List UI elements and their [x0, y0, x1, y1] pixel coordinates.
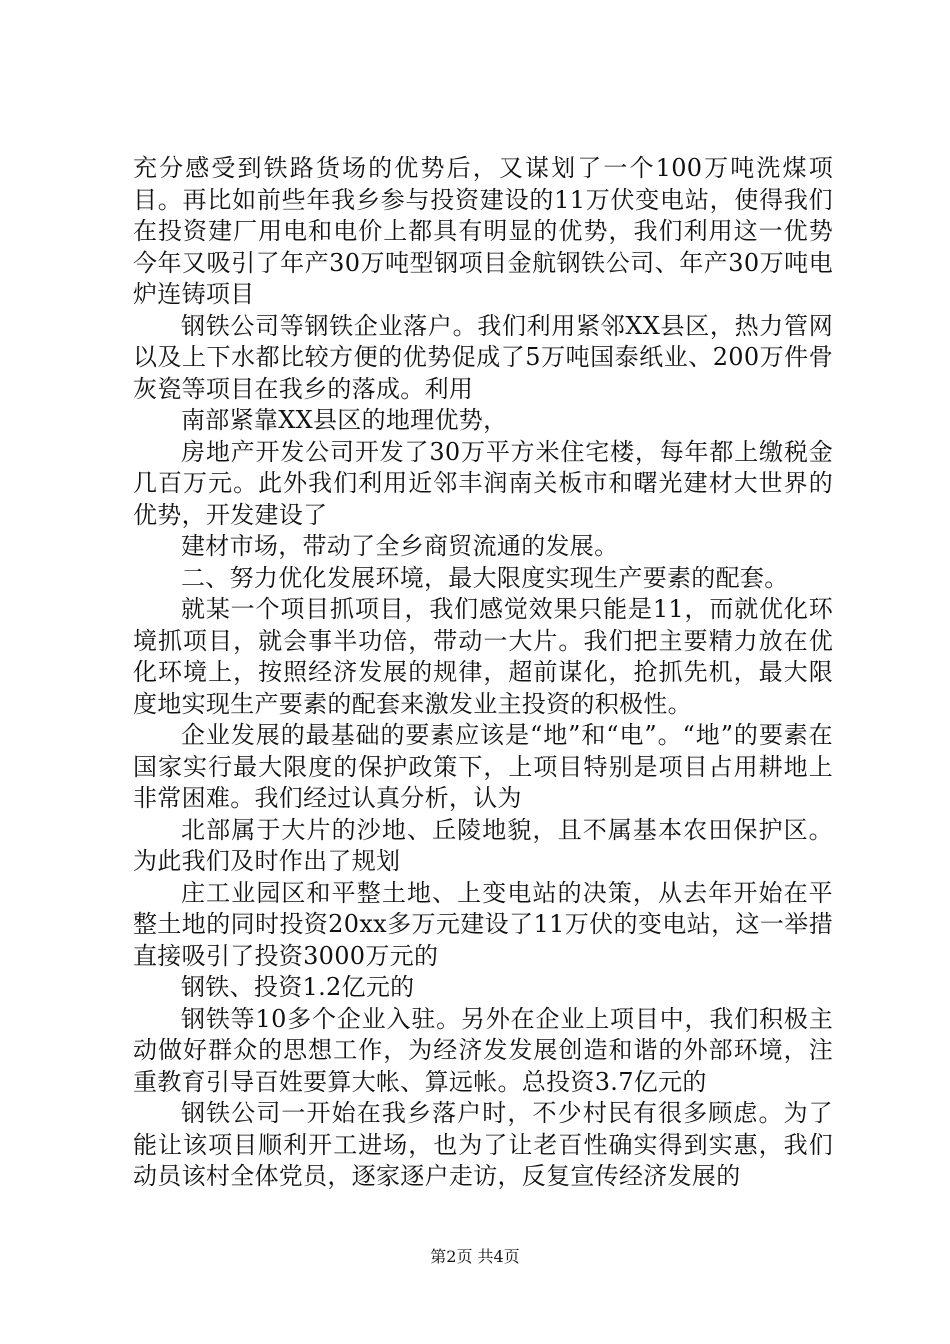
- paragraph: 钢铁公司等钢铁企业落户。我们利用紧邻XX县区，热力管网以及上下水都比较方便的优势促成了5万吨国泰纸业、200万件骨灰瓷等项目在我乡的落成。利用: [133, 311, 833, 403]
- paragraph: 钢铁等10多个企业入驻。另外在企业上项目中，我们积极主动做好群众的思想工作，为经济发发展创造和谐的外部环境，注重教育引导百姓要算大帐、算远帐。总投资3.7亿元的: [133, 1004, 833, 1096]
- paragraph: 南部紧靠XX县区的地理优势，: [181, 406, 508, 434]
- paragraph: 北部属于大片的沙地、丘陵地貌，且不属基本农田保护区。为此我们及时作出了规划: [133, 815, 833, 875]
- paragraph: 建材市场，带动了全乡商贸流通的发展。: [181, 532, 619, 560]
- page-number-footer: 第2页 共4页: [430, 1247, 520, 1266]
- paragraph: 充分感受到铁路货场的优势后，又谋划了一个100万吨洗煤项目。再比如前些年我乡参与投资建设的11万伏变电站，使得我们在投资建厂用电和电价上都具有明显的优势，我们利用这一优势今年又吸引了年产30万吨型钢项目金航钢铁公司、年产30万吨电炉连铸项目: [133, 154, 833, 308]
- document-body: [133, 153, 833, 1193]
- paragraph: 钢铁公司一开始在我乡落户时，不少村民有很多顾虑。为了能让该项目顺利开工进场，也为了让老百性确实得到实惠，我们动员该村全体党员，逐家逐户走访，反复宣传经济发展的: [133, 1099, 833, 1190]
- paragraph: 庄工业园区和平整土地、上变电站的决策，从去年开始在平整土地的同时投资20xx多万元建设了11万伏的变电站，这一举措直接吸引了投资3000万元的: [133, 878, 833, 970]
- section-heading: 二、努力优化发展环境，最大限度实现生产要素的配套。: [181, 563, 789, 592]
- paragraph: 房地产开发公司开发了30万平方米住宅楼，每年都上缴税金几百万元。此外我们利用近邻丰润南关板市和曙光建材大世界的优势，开发建设了: [133, 437, 833, 529]
- paragraph: 钢铁、投资1.2亿元的: [181, 973, 415, 1001]
- paragraph: 企业发展的最基础的要素应该是“地”和“电”。“地”的要素在国家实行最大限度的保护政策下，上项目特别是项目占用耕地上非常困难。我们经过认真分析，认为: [133, 721, 833, 812]
- paragraph: 就某一个项目抓项目，我们感觉效果只能是11，而就优化环境抓项目，就会事半功倍，带动一大片。我们把主要精力放在优化环境上，按照经济发展的规律，超前谋化，抢抓先机，最大限度地实现生产要素的配套来激发业主投资的积极性。: [133, 595, 833, 718]
